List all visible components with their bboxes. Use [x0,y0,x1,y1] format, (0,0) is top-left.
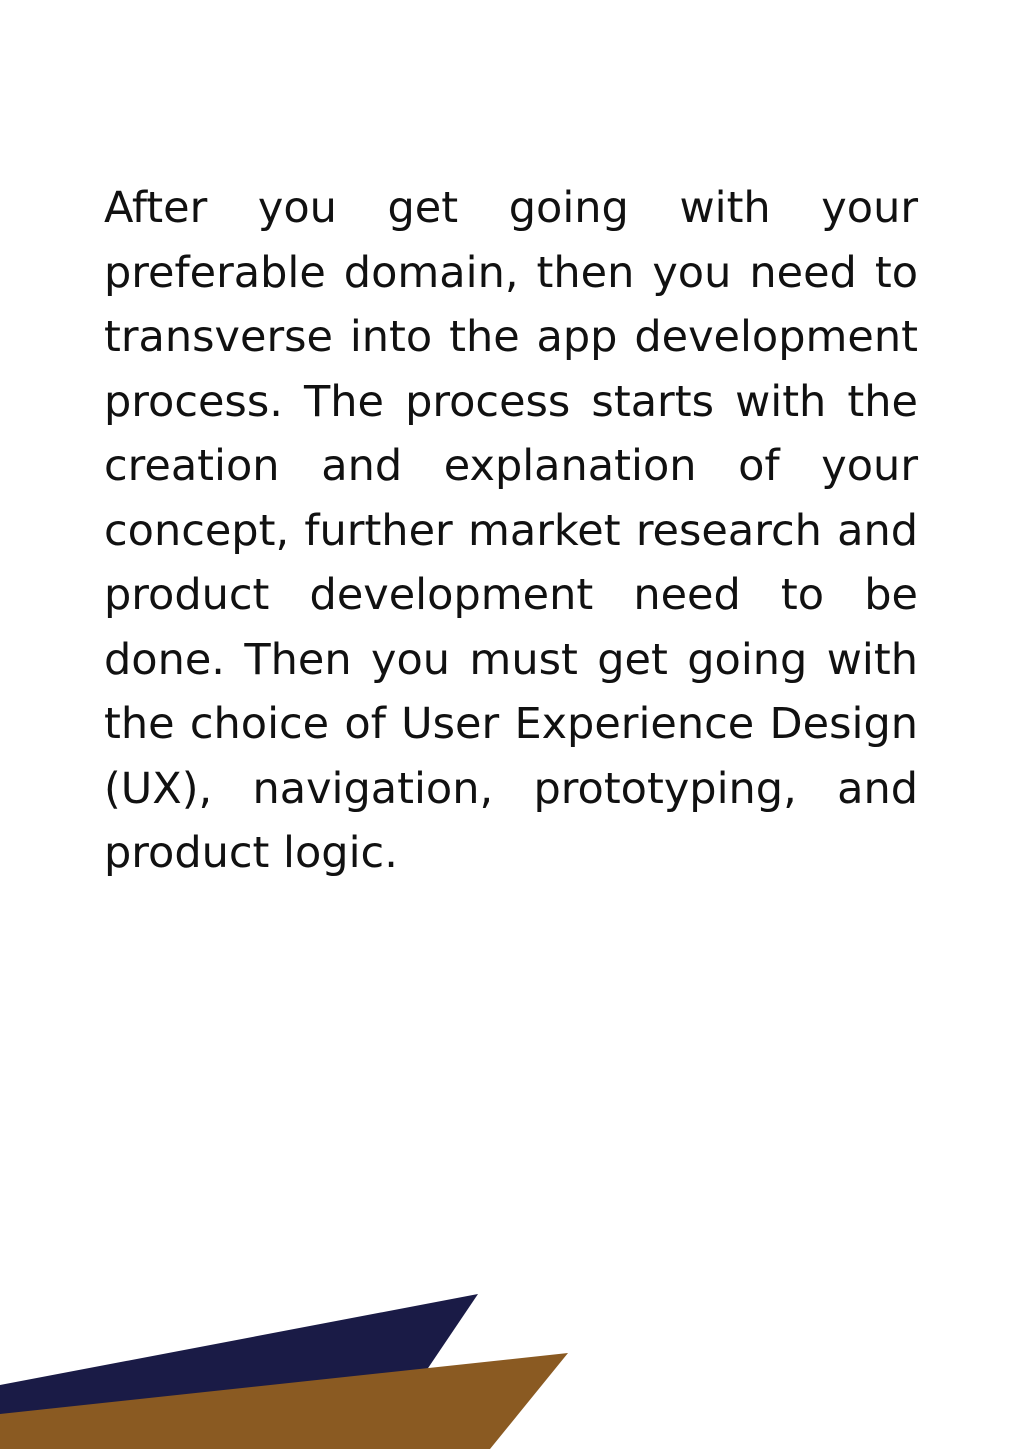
body-paragraph: After you get going with your preferable domain, then you need to transverse into the app development process. The process starts with the creation and explanation of your concept, further market research and product development need to be done. Then you must get going with the choice of User Experience Design (UX), navigation, prototyping, and product logic. [104,183,918,878]
gold-stripe-shape [0,1353,568,1449]
navy-stripe-shape [0,1294,478,1415]
